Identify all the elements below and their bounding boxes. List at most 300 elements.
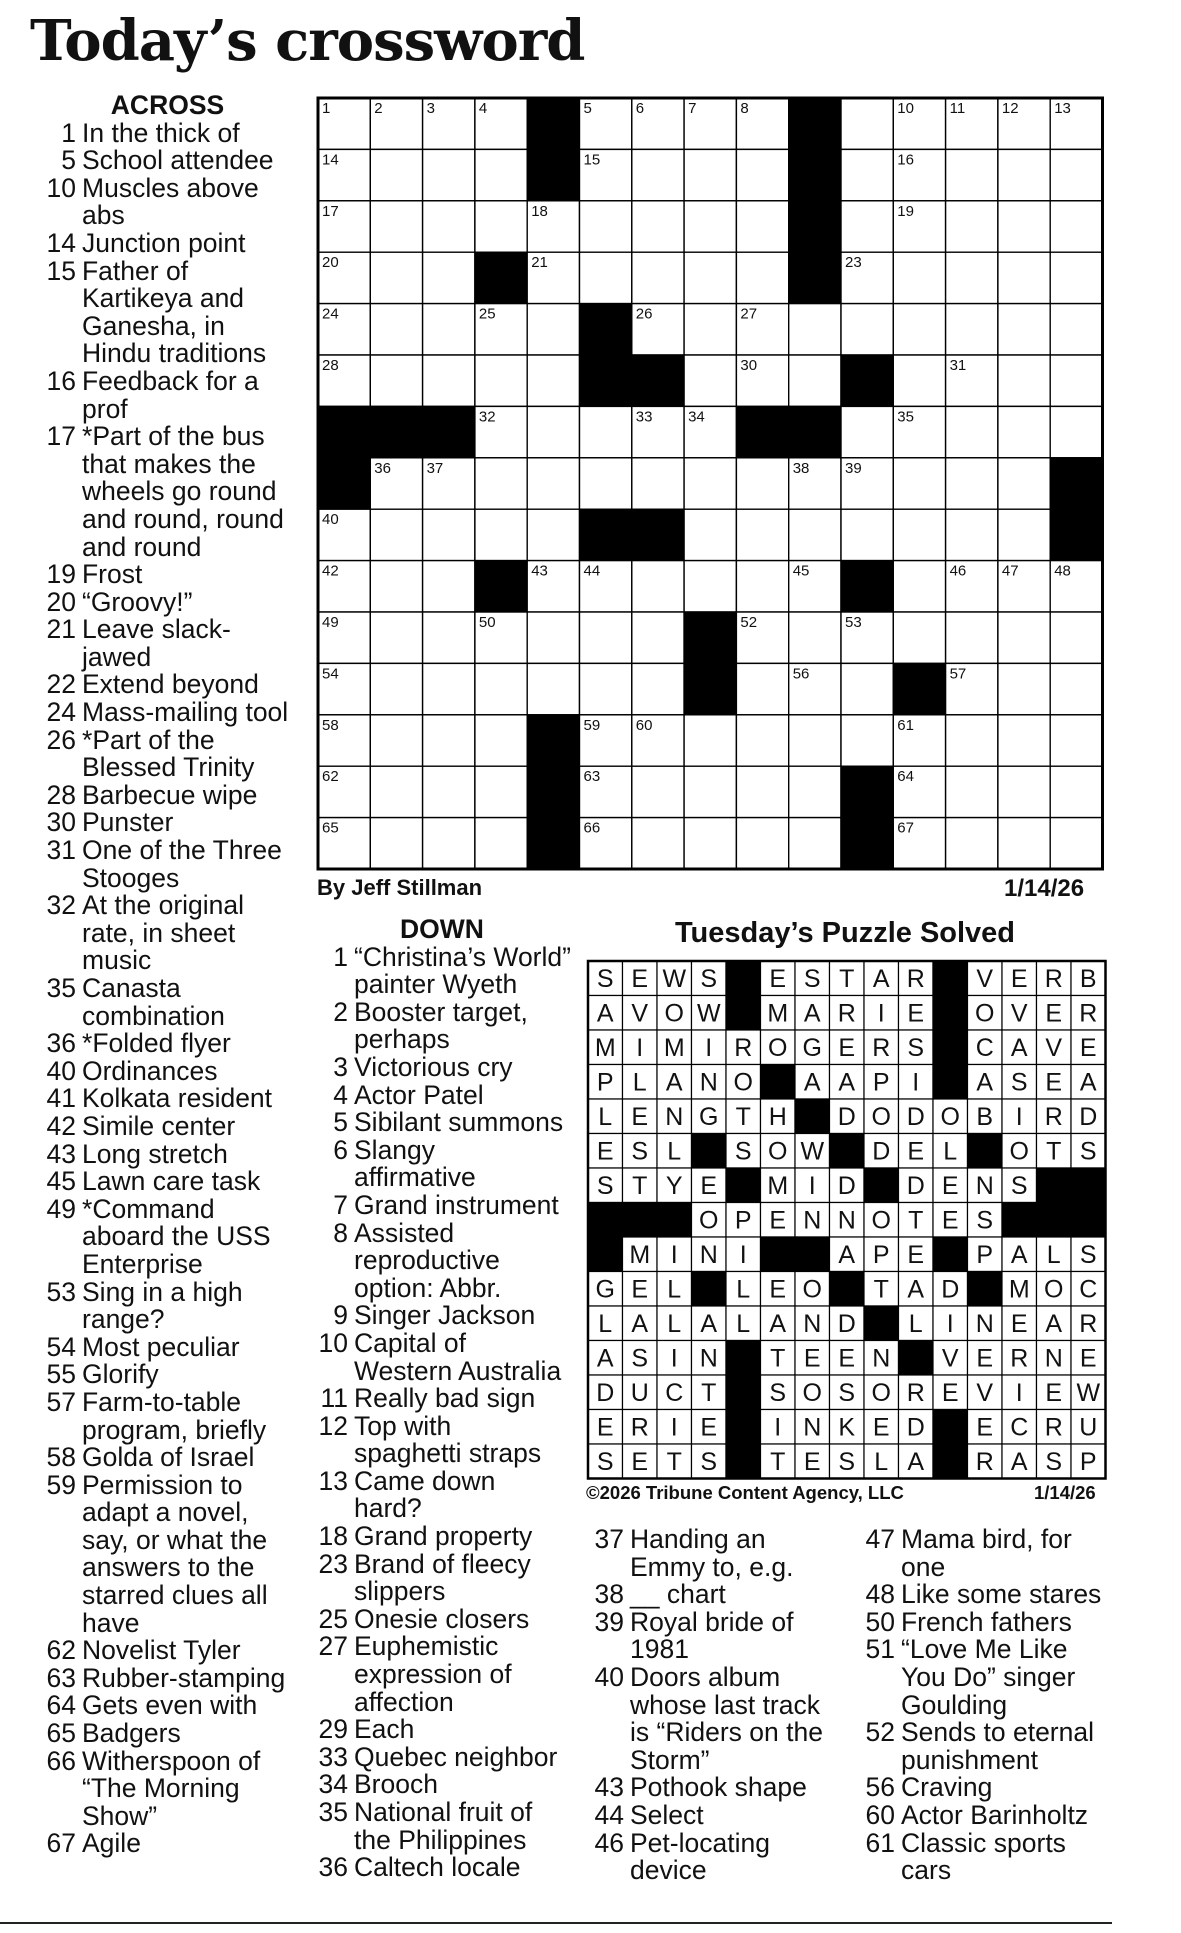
clue-number: 33 (318, 1741, 348, 1772)
clue-number: 26 (46, 724, 76, 755)
clue-number: 47 (865, 1524, 895, 1554)
clue-line: Kartikeya and (82, 283, 245, 314)
solution-letter: O (802, 1379, 822, 1407)
solution-letter: E (1045, 1068, 1063, 1097)
solution-letter: W (800, 1137, 825, 1166)
solution-date: 1/14/26 (1034, 1482, 1096, 1503)
clue-line: Top with (354, 1410, 452, 1441)
solution-letter: A (803, 1068, 821, 1097)
solution-letter: S (838, 1379, 856, 1407)
solution-letter: R (1010, 1344, 1029, 1373)
clue-line: “Love Me Like (901, 1634, 1068, 1665)
clue-number: 62 (46, 1635, 76, 1666)
clue-line: and round (82, 531, 202, 562)
solution-letter: W (696, 999, 721, 1028)
clue-line: Punster (82, 807, 174, 838)
clue-number: 11 (320, 1383, 348, 1414)
solution-letter: E (872, 1413, 890, 1442)
clue-line: Storm” (630, 1744, 710, 1775)
solution-letter: E (941, 1206, 959, 1235)
solution-letter: E (700, 1413, 718, 1442)
clue-line: Grand instrument (354, 1189, 559, 1220)
cell-number: 47 (1001, 562, 1019, 580)
cell-number: 58 (322, 716, 339, 734)
solution-letter: R (906, 965, 925, 993)
clue-line: Long stretch (82, 1138, 228, 1169)
clue-line: National fruit of (354, 1797, 533, 1827)
solution-letter: V (976, 965, 994, 993)
clue-line: wheels go round (82, 476, 277, 507)
clue-line: program, briefly (82, 1414, 267, 1445)
clue-line: French fathers (901, 1606, 1072, 1637)
cell-number: 7 (688, 100, 697, 117)
clue-number: 21 (46, 614, 76, 645)
solution-letter: S (1079, 1137, 1097, 1166)
clue-line: Enterprise (82, 1248, 203, 1279)
clue-line: Leave slack- (82, 614, 231, 645)
clue-number: 20 (46, 586, 76, 617)
solution-letter: I (739, 1241, 747, 1269)
solution-block (1071, 1168, 1106, 1203)
solution-letter: I (636, 1034, 644, 1062)
clue-number: 9 (333, 1300, 348, 1331)
solution-letter: A (596, 1344, 614, 1373)
clue-number: 6 (333, 1134, 348, 1165)
solution-letter: L (598, 1103, 613, 1131)
clue-number: 42 (46, 1110, 76, 1141)
solution-letter: E (596, 1413, 614, 1442)
cell-number: 6 (635, 100, 645, 117)
solution-letter: I (912, 1068, 920, 1097)
clue-line: Euphemistic (354, 1631, 499, 1662)
solution-letter: R (837, 999, 856, 1028)
solution-letter: A (838, 1241, 856, 1269)
cell-number: 14 (322, 151, 339, 169)
cell-number: 66 (583, 819, 601, 837)
solution-block (933, 1237, 968, 1272)
solution-block (623, 1203, 658, 1238)
clue-line: Witherspoon of (82, 1745, 261, 1776)
solution-letter: S (596, 965, 614, 993)
solution-letter: N (872, 1344, 891, 1373)
solution-letter: I (705, 1034, 713, 1062)
solution-letter: S (631, 1344, 649, 1373)
clue-number: 1 (61, 117, 76, 148)
solution-letter: C (1079, 1275, 1098, 1304)
solution-letter: O (871, 1206, 891, 1235)
solution-letter: L (1046, 1241, 1061, 1269)
solution-letter: S (907, 1034, 925, 1062)
clue-line: the Philippines (354, 1824, 527, 1855)
clue-number: 10 (318, 1327, 348, 1358)
solution-letter: A (907, 1448, 925, 1476)
clue-line: Ordinances (82, 1055, 218, 1086)
solution-letter: M (767, 1172, 789, 1200)
clue-line: Barbecue wipe (82, 779, 258, 810)
solution-letter: E (838, 1034, 856, 1062)
solution-block (933, 1444, 968, 1479)
solution-letter: R (630, 1413, 649, 1442)
solution-letter: O (975, 999, 995, 1028)
clue-line: music (82, 945, 152, 976)
solution-letter: E (1010, 965, 1028, 993)
solution-letter: L (667, 1310, 682, 1338)
solution-letter: O (871, 1379, 891, 1407)
solution-letter: A (1010, 1241, 1028, 1269)
clue-number: 17 (46, 421, 76, 452)
clue-number: 29 (318, 1714, 348, 1745)
cell-number: 38 (792, 459, 810, 477)
clue-line: affection (354, 1686, 454, 1717)
solution-block (933, 1065, 968, 1100)
solution-letter: N (975, 1172, 994, 1200)
solution-letter: R (1079, 999, 1098, 1028)
clue-line: *Folded flyer (82, 1028, 231, 1059)
cell-number: 30 (740, 357, 758, 374)
solution-letter: W (662, 965, 687, 993)
clue-line: Mass-mailing tool (82, 697, 289, 728)
clue-line: Western Australia (354, 1355, 562, 1386)
clue-line: Farm-to-table (82, 1386, 242, 1417)
clue-number: 53 (46, 1276, 76, 1307)
clue-line: Father of (82, 255, 189, 286)
clue-number: 25 (318, 1603, 348, 1634)
clue-line: prof (82, 393, 128, 424)
solution-block (864, 1306, 899, 1341)
cell-number: 17 (322, 202, 339, 220)
cell-number: 2 (374, 100, 383, 117)
solution-letter: I (670, 1344, 678, 1373)
clue-line: Golda of Israel (82, 1442, 255, 1473)
clue-line: Blessed Trinity (82, 752, 255, 783)
solution-letter: E (1079, 1344, 1097, 1373)
clue-line: expression of (354, 1659, 512, 1690)
cell-number: 39 (845, 459, 862, 477)
solution-letter: M (594, 1034, 616, 1062)
solution-letter: T (1046, 1137, 1062, 1166)
solution-block (726, 996, 761, 1031)
solution-block (830, 1272, 865, 1307)
cell-number: 1 (322, 100, 331, 117)
solution-letter: L (667, 1275, 682, 1304)
solution-letter: D (1079, 1103, 1098, 1131)
clue-line: Ganesha, in (82, 310, 225, 341)
solution-letter: M (767, 999, 789, 1028)
cell-number: 28 (322, 357, 339, 374)
solution-letter: I (808, 1172, 816, 1200)
clue-line: Victorious cry (354, 1051, 513, 1082)
solution-block (795, 1099, 830, 1134)
clue-number: 15 (46, 255, 76, 286)
clue-line: Sing in a high (82, 1276, 243, 1307)
solution-letter: G (595, 1275, 615, 1304)
solution-letter: P (596, 1068, 614, 1097)
solution-letter: T (873, 1275, 889, 1304)
clue-number: 40 (46, 1055, 76, 1086)
solution-letter: T (701, 1379, 717, 1407)
cell-number: 18 (531, 202, 548, 220)
clue-number: 45 (46, 1166, 76, 1197)
solution-block (726, 961, 761, 996)
clue-line: say, or what the (82, 1524, 268, 1555)
clue-line: *Part of the bus (82, 421, 265, 452)
clue-line: Each (354, 1714, 415, 1745)
clue-line: Emmy to, e.g. (630, 1551, 794, 1582)
solution-letter: E (769, 1275, 787, 1304)
clue-number: 5 (61, 145, 76, 176)
clue-line: Actor Barinholtz (901, 1799, 1089, 1830)
clue-line: Capital of (354, 1327, 466, 1358)
solution-letter: A (872, 965, 890, 993)
clue-number: 12 (318, 1410, 348, 1441)
solution-letter: A (596, 999, 614, 1028)
byline: By Jeff Stillman (317, 875, 483, 900)
clue-number: 40 (594, 1661, 624, 1692)
solution-letter: E (1010, 1310, 1028, 1338)
solution-block (692, 1134, 727, 1169)
clue-line: slippers (354, 1576, 446, 1607)
solution-letter: S (734, 1137, 752, 1166)
clue-line: __ chart (630, 1579, 726, 1610)
clue-line: rate, in sheet (82, 917, 236, 948)
solution-letter: L (598, 1310, 613, 1338)
solution-letter: E (803, 1344, 821, 1373)
cell-number: 56 (792, 665, 810, 683)
clue-number: 46 (594, 1827, 624, 1858)
cell-number: 61 (897, 716, 914, 734)
clue-number: 50 (865, 1606, 895, 1637)
clue-line: School attendee (82, 145, 274, 176)
solution-letter: S (596, 1448, 614, 1476)
solution-letter: N (1044, 1344, 1063, 1373)
clue-line: Frost (82, 559, 143, 590)
clue-number: 35 (318, 1797, 348, 1827)
solution-letter: R (1044, 1103, 1063, 1131)
clue-line: Royal bride of (630, 1606, 794, 1637)
solution-letter: H (768, 1103, 787, 1131)
cell-number: 43 (531, 562, 548, 580)
solution-letter: E (596, 1137, 614, 1166)
solution-letter: V (941, 1344, 959, 1373)
solution-letter: N (665, 1103, 684, 1131)
clue-number: 44 (594, 1799, 624, 1830)
clue-number: 52 (865, 1717, 895, 1748)
solution-title: Tuesday’s Puzzle Solved (674, 917, 1016, 949)
clue-number: 5 (333, 1107, 348, 1138)
solution-letter: P (976, 1241, 994, 1269)
solution-letter: S (1045, 1448, 1063, 1476)
clue-line: cars (901, 1855, 952, 1886)
solution-letter: E (907, 1137, 925, 1166)
clue-line: *Command (82, 1193, 215, 1224)
solution-block (1037, 1203, 1072, 1238)
clue-line: device (630, 1855, 707, 1886)
clue-line: Booster target, (354, 996, 528, 1027)
solution-letter: L (943, 1137, 958, 1166)
solution-letter: O (802, 1275, 822, 1304)
solution-letter: K (838, 1413, 856, 1442)
clue-number: 22 (46, 669, 76, 700)
clue-number: 28 (46, 779, 76, 810)
cell-number: 19 (897, 202, 914, 220)
solution-letter: M (629, 1241, 651, 1269)
clue-number: 8 (333, 1217, 348, 1248)
solution-letter: E (838, 1344, 856, 1373)
solution-letter: D (941, 1275, 960, 1304)
solution-letter: A (700, 1310, 718, 1338)
clue-line: Really bad sign (354, 1383, 536, 1414)
cell-number: 33 (635, 408, 653, 426)
clue-line: Lawn care task (82, 1166, 261, 1197)
clue-number: 43 (594, 1772, 624, 1803)
clue-number: 37 (594, 1524, 624, 1554)
solution-block (968, 1134, 1003, 1169)
clue-line: Actor Patel (354, 1079, 484, 1110)
solution-letter: O (1009, 1137, 1029, 1166)
clue-number: 10 (46, 172, 76, 203)
clue-line: hard? (354, 1493, 422, 1524)
copyright: ©2026 Tribune Content Agency, LLC (586, 1482, 904, 1503)
page-title: Today’s crossword (30, 8, 585, 74)
solution-letter: M (663, 1034, 685, 1062)
solution-letter: I (946, 1310, 954, 1338)
clue-number: 23 (318, 1548, 348, 1579)
cell-number: 23 (845, 254, 862, 272)
clue-number: 35 (46, 973, 76, 1003)
solution-letter: T (770, 1448, 786, 1476)
clue-number: 38 (594, 1579, 624, 1610)
solution-letter: D (596, 1379, 615, 1407)
clue-line: answers to the (82, 1552, 255, 1583)
solution-letter: E (803, 1448, 821, 1476)
solution-letter: P (1079, 1448, 1097, 1476)
solution-letter: N (699, 1344, 718, 1373)
cell-number: 57 (949, 665, 967, 683)
clue-line: Craving (901, 1772, 993, 1803)
cell-number: 36 (374, 459, 391, 477)
cell-number: 24 (322, 305, 339, 323)
solution-letter: T (666, 1448, 682, 1476)
cell-number: 44 (583, 562, 601, 580)
clue-number: 39 (594, 1606, 624, 1637)
solution-letter: O (1044, 1275, 1064, 1304)
solution-letter: P (734, 1206, 752, 1235)
clue-line: *Part of the (82, 724, 215, 755)
solution-block (1037, 1168, 1072, 1203)
solution-letter: E (1079, 1034, 1097, 1062)
clue-line: Singer Jackson (354, 1300, 536, 1331)
solution-letter: U (630, 1379, 649, 1407)
solution-letter: D (906, 1413, 925, 1442)
clue-line: Permission to (82, 1469, 243, 1500)
solution-letter: E (631, 1103, 649, 1131)
solution-letter: A (1010, 1448, 1028, 1476)
clue-line: that makes the (82, 448, 256, 479)
solution-block (657, 1203, 692, 1238)
solution-letter: E (631, 965, 649, 993)
solution-letter: R (1044, 965, 1063, 993)
clue-line: and round, round (82, 503, 284, 534)
clue-line: punishment (901, 1744, 1039, 1775)
solution-letter: E (769, 1206, 787, 1235)
clue-line: Feedback for a (82, 365, 259, 396)
solution-letter: E (976, 1413, 994, 1442)
cell-number: 60 (635, 716, 653, 734)
clue-number: 56 (865, 1772, 895, 1803)
solution-letter: D (872, 1137, 891, 1166)
solution-letter: O (768, 1137, 788, 1166)
clue-line: Brand of fleecy (354, 1548, 531, 1579)
clue-line: range? (82, 1304, 165, 1335)
cell-number: 25 (478, 305, 496, 323)
solution-letter: S (596, 1172, 614, 1200)
solution-letter: A (631, 1310, 649, 1338)
clue-line: At the original (82, 890, 245, 921)
clue-line: combination (82, 1000, 225, 1031)
solution-letter: N (803, 1310, 822, 1338)
solution-letter: S (976, 1206, 994, 1235)
solution-letter: U (1079, 1413, 1098, 1442)
clue-line: Quebec neighbor (354, 1741, 558, 1772)
solution-letter: A (803, 999, 821, 1028)
solution-letter: A (769, 1310, 787, 1338)
cell-number: 50 (478, 614, 496, 631)
solution-letter: L (632, 1068, 647, 1097)
solution-letter: V (1045, 1034, 1063, 1062)
solution-letter: T (735, 1103, 751, 1131)
cell-number: 53 (845, 614, 862, 631)
solution-letter: R (1044, 1413, 1063, 1442)
solution-letter: I (1015, 1103, 1023, 1131)
solution-letter: O (940, 1103, 960, 1131)
clue-line: adapt a novel, (82, 1497, 249, 1528)
solution-block (899, 1341, 934, 1376)
cell-number: 42 (322, 562, 339, 580)
clue-number: 67 (46, 1828, 76, 1859)
cell-number: 67 (897, 819, 914, 837)
clue-line: Show” (82, 1800, 158, 1831)
clue-line: jawed (82, 641, 152, 672)
clue-line: Muscles above (82, 172, 259, 203)
cell-number: 46 (949, 562, 967, 580)
clue-number: 58 (46, 1442, 76, 1473)
solution-letter: E (1045, 1379, 1063, 1407)
solution-block (761, 1065, 796, 1100)
clue-number: 41 (46, 1083, 76, 1114)
solution-letter: I (670, 1241, 678, 1269)
clue-line: “Groovy!” (82, 586, 193, 617)
clue-line: Came down (354, 1465, 496, 1496)
cell-number: 11 (949, 100, 966, 117)
solution-letter: O (768, 1034, 788, 1062)
clue-line: One of the Three (82, 835, 282, 866)
solution-letter: A (665, 1068, 683, 1097)
clue-number: 54 (46, 1331, 76, 1362)
cell-number: 5 (583, 100, 592, 117)
cell-number: 49 (322, 614, 339, 631)
clue-line: Gets even with (82, 1690, 258, 1721)
solution-letter: L (874, 1448, 889, 1476)
solution-letter: N (699, 1241, 718, 1269)
clue-number: 31 (46, 835, 76, 866)
across-heading: ACROSS (110, 90, 225, 120)
solution-letter: L (736, 1310, 751, 1338)
clue-line: Stooges (82, 862, 180, 893)
clue-line: Caltech locale (354, 1852, 521, 1883)
clue-line: Sends to eternal (901, 1717, 1094, 1748)
solution-letter: R (734, 1034, 753, 1062)
solution-block (933, 996, 968, 1031)
